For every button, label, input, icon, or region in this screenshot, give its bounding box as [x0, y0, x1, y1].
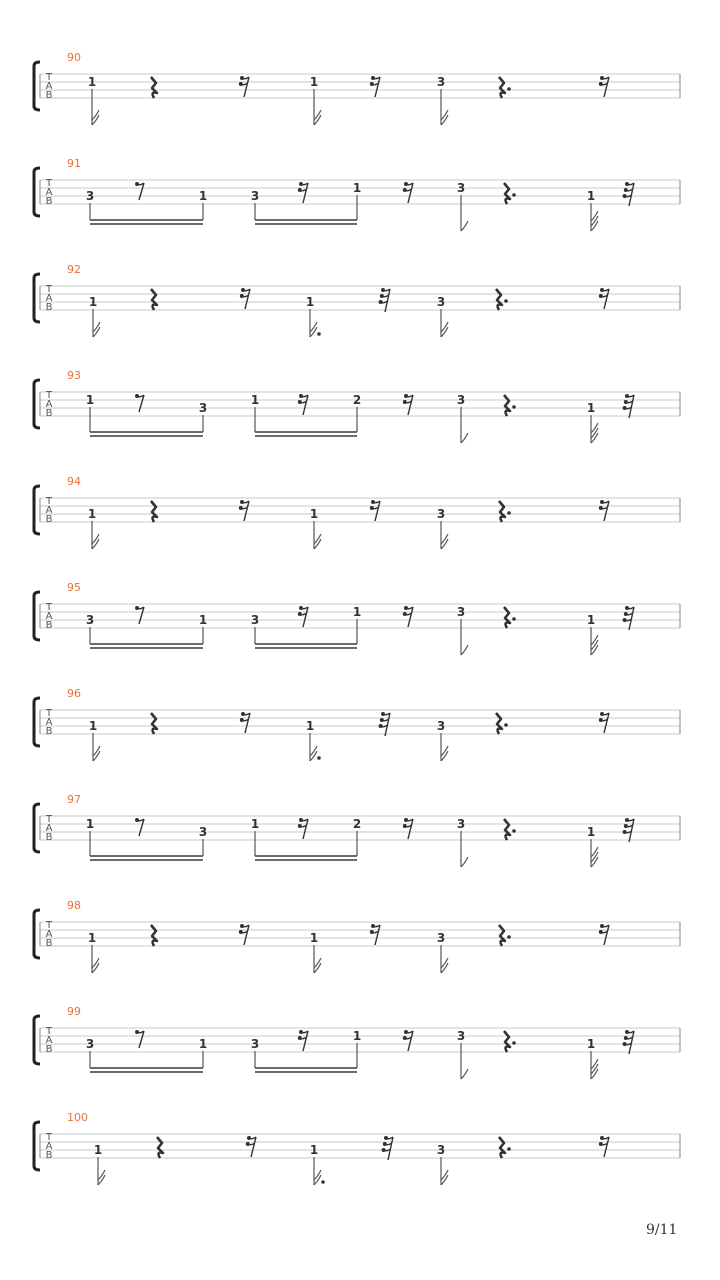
tab-note [587, 189, 598, 231]
measure-number: 99 [67, 1005, 81, 1018]
rest [135, 182, 144, 200]
measure-number: 91 [67, 157, 81, 170]
system-bracket [34, 62, 40, 110]
tab-staff [34, 581, 680, 655]
system-bracket [34, 380, 40, 428]
tab-note [310, 507, 321, 549]
tab-note [89, 295, 100, 337]
rest [499, 77, 511, 98]
tab-clef-letter: B [45, 1044, 53, 1055]
fret-number: 1 [309, 931, 319, 945]
tab-note [310, 931, 321, 973]
rest [135, 394, 144, 412]
fret-number: 1 [87, 507, 97, 521]
system-bracket [34, 592, 40, 640]
tab-clef-letter: T [45, 284, 53, 295]
measure-number: 100 [67, 1111, 88, 1124]
rest [246, 1136, 256, 1157]
rest [499, 501, 511, 522]
fret-number: 3 [85, 613, 95, 627]
rest [623, 606, 634, 630]
fret-number: 1 [586, 613, 596, 627]
rest [599, 924, 609, 945]
tab-staff [34, 899, 680, 973]
tab-clef-letter: T [45, 708, 53, 719]
tab-clef-letter: B [45, 938, 53, 949]
tab-staff [34, 687, 680, 761]
rest [157, 1137, 163, 1158]
system-bracket [34, 698, 40, 746]
rest [599, 500, 609, 521]
tab-note [88, 931, 99, 973]
rest [298, 182, 308, 203]
rest [379, 712, 390, 736]
fret-number: 1 [586, 1037, 596, 1051]
system-bracket [34, 804, 40, 852]
measure-number: 96 [67, 687, 81, 700]
tab-note [86, 817, 94, 856]
rest [382, 1136, 393, 1160]
fret-number: 1 [586, 401, 596, 415]
tab-clef-letter: A [45, 187, 53, 198]
tab-note [251, 393, 259, 432]
tab-clef-letter: A [45, 929, 53, 940]
fret-number: 1 [352, 605, 362, 619]
tab-note [437, 719, 448, 761]
fret-number: 1 [586, 189, 596, 203]
fret-number: 3 [456, 1029, 466, 1043]
tab-note [353, 1029, 361, 1068]
fret-number: 3 [436, 75, 446, 89]
fret-number: 1 [88, 719, 98, 733]
tab-note [310, 1143, 325, 1185]
rest [504, 1031, 516, 1052]
tab-note [353, 817, 361, 856]
fret-number: 3 [456, 393, 466, 407]
rest [239, 924, 249, 945]
tab-clef-letter: T [45, 814, 53, 825]
fret-number: 1 [87, 931, 97, 945]
fret-number: 1 [198, 189, 208, 203]
tab-clef-letter: B [45, 90, 53, 101]
tab-clef-letter: T [45, 178, 53, 189]
fret-number: 3 [250, 613, 260, 627]
tab-clef-letter: T [45, 72, 53, 83]
system-bracket [34, 486, 40, 534]
measure-number: 92 [67, 263, 81, 276]
rest [135, 1030, 144, 1048]
tab-clef-letter: A [45, 1035, 53, 1046]
tab-note [587, 825, 598, 867]
tab-note [587, 1037, 598, 1079]
tab-note [437, 1143, 448, 1185]
fret-number: 3 [85, 1037, 95, 1051]
tab-staff [34, 793, 680, 867]
fret-number: 3 [456, 817, 466, 831]
fret-number: 3 [85, 189, 95, 203]
fret-number: 3 [198, 825, 208, 839]
tab-note [587, 401, 598, 443]
tab-note [437, 295, 448, 337]
measure-number: 98 [67, 899, 81, 912]
rest [504, 183, 516, 204]
fret-number: 3 [198, 401, 208, 415]
measure-number: 93 [67, 369, 81, 382]
rest [151, 925, 157, 946]
tab-clef-letter: T [45, 1026, 53, 1037]
fret-number: 3 [250, 1037, 260, 1051]
fret-number: 1 [352, 1029, 362, 1043]
rest [298, 818, 308, 839]
rest [599, 288, 609, 309]
tab-clef-letter: B [45, 196, 53, 207]
tab-clef-letter: A [45, 399, 53, 410]
measure-number: 90 [67, 51, 81, 64]
fret-number: 3 [456, 605, 466, 619]
rest [403, 182, 413, 203]
tab-clef-letter: T [45, 1132, 53, 1143]
tab-clef-letter: T [45, 496, 53, 507]
tab-staff [34, 1005, 680, 1079]
fret-number: 3 [436, 507, 446, 521]
rest [239, 76, 249, 97]
rest [403, 818, 413, 839]
fret-number: 3 [436, 295, 446, 309]
fret-number: 1 [93, 1143, 103, 1157]
tab-clef-letter: A [45, 293, 53, 304]
system-bracket [34, 1122, 40, 1170]
rest [623, 182, 634, 206]
rest [379, 288, 390, 312]
tab-clef-letter: B [45, 832, 53, 843]
tab-clef-letter: A [45, 505, 53, 516]
rest [240, 712, 250, 733]
rest [240, 288, 250, 309]
tab-note [88, 507, 99, 549]
rest [599, 712, 609, 733]
tab-staff [34, 263, 680, 337]
system-bracket [34, 168, 40, 216]
fret-number: 1 [87, 75, 97, 89]
rest [504, 819, 516, 840]
fret-number: 2 [352, 817, 362, 831]
rest [403, 606, 413, 627]
fret-number: 3 [436, 931, 446, 945]
tab-note [437, 931, 448, 973]
tab-note [94, 1143, 105, 1185]
tab-staff [34, 369, 680, 443]
system-bracket [34, 910, 40, 958]
rest [135, 606, 144, 624]
tab-staff [34, 1111, 680, 1185]
tab-note [437, 507, 448, 549]
fret-number: 1 [85, 393, 95, 407]
rest [135, 818, 144, 836]
tab-clef-letter: A [45, 1141, 53, 1152]
rest [239, 500, 249, 521]
tab-clef-letter: A [45, 611, 53, 622]
fret-number: 2 [352, 393, 362, 407]
rest [403, 394, 413, 415]
tab-clef-letter: B [45, 408, 53, 419]
rest [496, 713, 508, 734]
rest [504, 395, 516, 416]
rest [599, 1136, 609, 1157]
fret-number: 1 [305, 295, 315, 309]
fret-number: 1 [586, 825, 596, 839]
tab-note [306, 295, 321, 337]
fret-number: 3 [436, 719, 446, 733]
rest [370, 924, 380, 945]
rest [370, 500, 380, 521]
tab-note [353, 181, 361, 220]
tab-clef-letter: A [45, 823, 53, 834]
tab-staff [34, 51, 680, 125]
measure-number: 97 [67, 793, 81, 806]
fret-number: 3 [456, 181, 466, 195]
rest [298, 606, 308, 627]
system-bracket [34, 274, 40, 322]
tab-note [353, 393, 361, 432]
fret-number: 1 [309, 507, 319, 521]
fret-number: 1 [85, 817, 95, 831]
fret-number: 1 [198, 1037, 208, 1051]
rest [298, 394, 308, 415]
rest [499, 925, 511, 946]
tab-staff [34, 475, 680, 549]
fret-number: 3 [436, 1143, 446, 1157]
system-bracket [34, 1016, 40, 1064]
fret-number: 1 [198, 613, 208, 627]
rest [151, 713, 157, 734]
rest [504, 607, 516, 628]
tab-clef-letter: A [45, 717, 53, 728]
tab-clef-letter: B [45, 514, 53, 525]
page-number: 9/11 [646, 1222, 678, 1238]
fret-number: 1 [250, 393, 260, 407]
measure-number: 95 [67, 581, 81, 594]
tab-note [251, 817, 259, 856]
rest [499, 1137, 511, 1158]
rest [151, 77, 157, 98]
rest [599, 76, 609, 97]
rest [496, 289, 508, 310]
tab-clef-letter: T [45, 920, 53, 931]
rest [623, 394, 634, 418]
fret-number: 1 [305, 719, 315, 733]
tab-note [353, 605, 361, 644]
rest [151, 501, 157, 522]
rest [298, 1030, 308, 1051]
rest [623, 818, 634, 842]
tab-clef-letter: B [45, 620, 53, 631]
tab-clef-letter: B [45, 1150, 53, 1161]
rest [403, 1030, 413, 1051]
fret-number: 1 [250, 817, 260, 831]
tab-clef-letter: B [45, 302, 53, 313]
fret-number: 1 [88, 295, 98, 309]
tab-clef-letter: B [45, 726, 53, 737]
rest [370, 76, 380, 97]
tab-clef-letter: A [45, 81, 53, 92]
tab-staff [34, 157, 680, 231]
tab-note [306, 719, 321, 761]
rest [151, 289, 157, 310]
rest [623, 1030, 634, 1054]
tab-clef-letter: T [45, 602, 53, 613]
fret-number: 1 [309, 1143, 319, 1157]
measure-number: 94 [67, 475, 81, 488]
tab-note [89, 719, 100, 761]
fret-number: 3 [250, 189, 260, 203]
tab-note [86, 393, 94, 432]
tab-note [587, 613, 598, 655]
tab-clef-letter: T [45, 390, 53, 401]
fret-number: 1 [352, 181, 362, 195]
fret-number: 1 [309, 75, 319, 89]
